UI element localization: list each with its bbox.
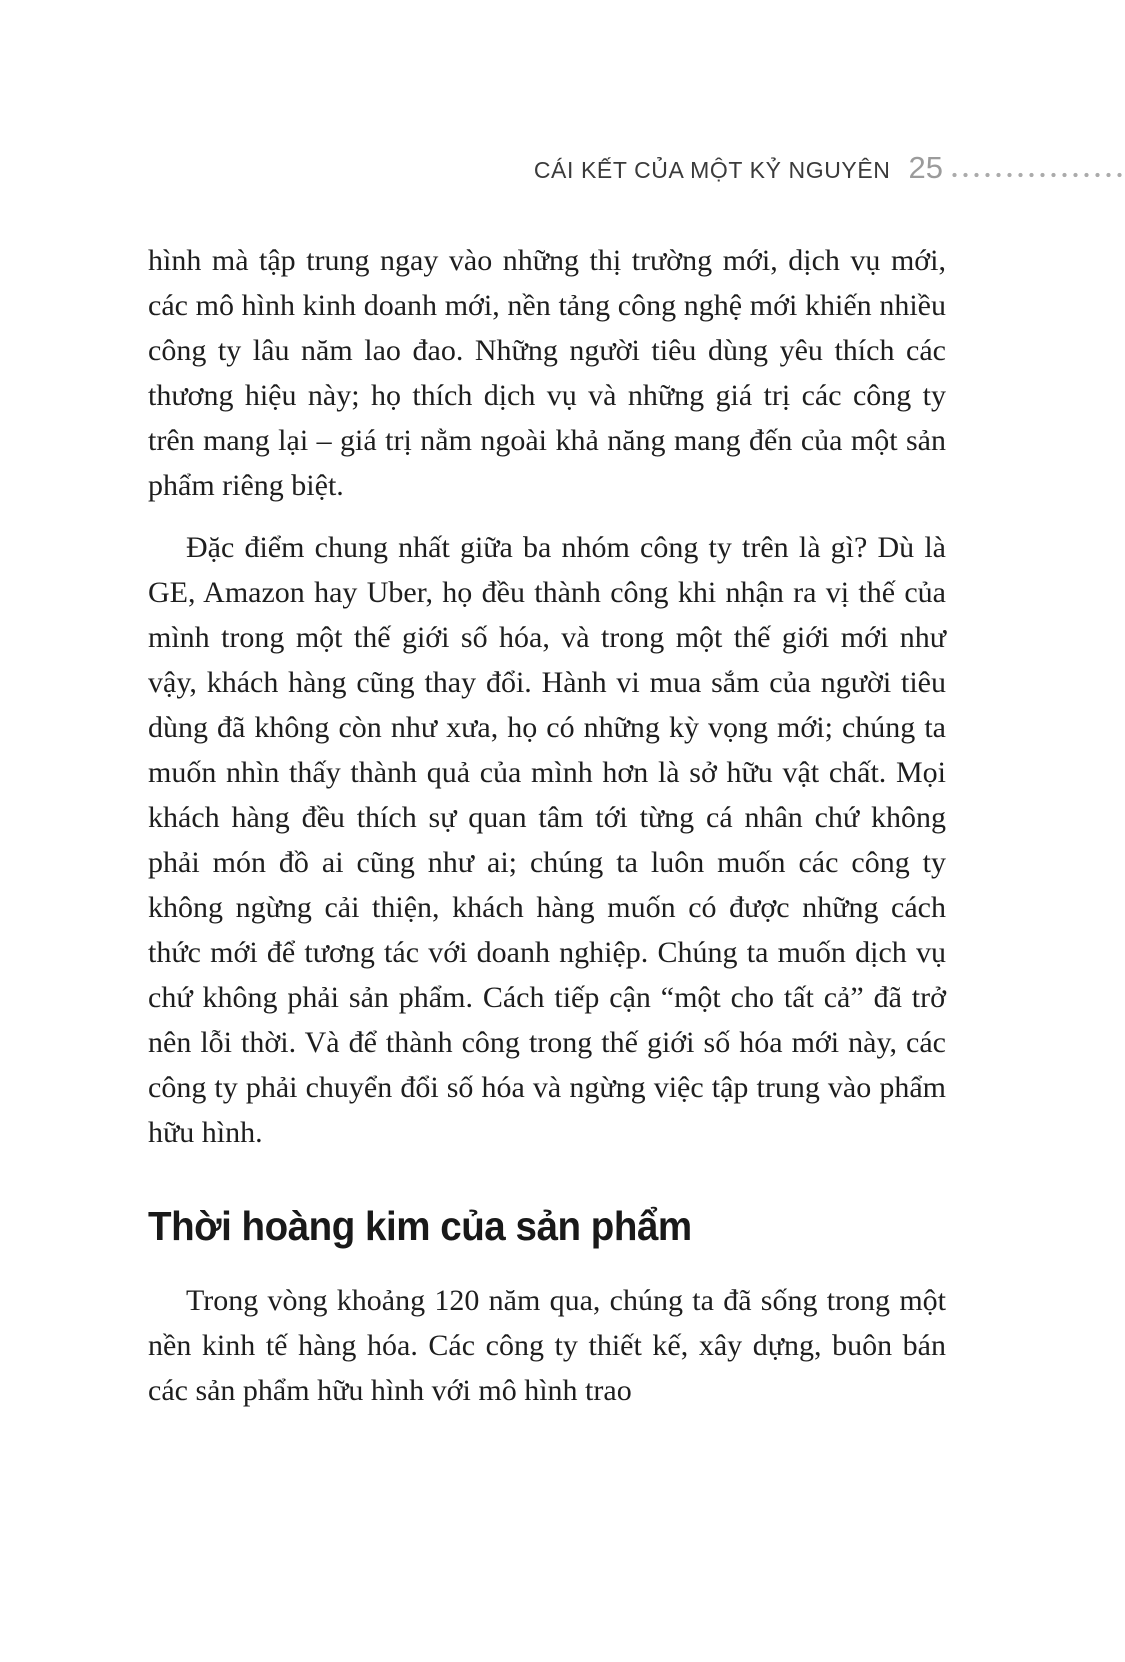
section-heading: Thời hoàng kim của sản phẩm xyxy=(148,1203,692,1249)
paragraph: Trong vòng khoảng 120 năm qua, chúng ta đã sống trong một nền kinh tế hàng hóa. Các công ty thiết kế, xây dựng, buôn bán các sản phẩm hữu hình với mô hình trao xyxy=(148,1284,946,1407)
page-header xyxy=(0,150,1125,186)
page-number: 25 xyxy=(908,150,943,185)
paragraph: Đặc điểm chung nhất giữa ba nhóm công ty trên là gì? Dù là GE, Amazon hay Uber, họ đều thành công khi nhận ra vị thế của mình trong một thế giới số hóa, và trong một thế giới mới như vậy, khách hàng cũng thay đổi. Hành vi mua sắm của người tiêu dùng đã không còn như xưa, họ có những kỳ vọng mới; chúng ta muốn nhìn thấy thành quả của mình hơn là sở hữu vật chất. Mọi khách hàng đều thích sự quan tâm tới từng cá nhân chứ không phải món đồ ai cũng như ai; chúng ta luôn muốn các công ty không ngừng cải thiện, khách hàng muốn có được những cách thức mới để tương tác với doanh nghiệp. Chúng ta muốn dịch vụ chứ không phải sản phẩm. Cách tiếp cận “một cho tất cả” đã trở nên lỗi thời. Và để thành công trong thế giới số hóa mới này, các công ty phải chuyển đổi số hóa và ngừng việc tập trung vào phẩm hữu hình. xyxy=(148,531,946,1149)
dotted-line-decoration xyxy=(949,172,1125,178)
running-title: CÁI KẾT CỦA MỘT KỶ NGUYÊN xyxy=(533,157,891,183)
page-body xyxy=(148,238,946,1413)
paragraph-continuation: hình mà tập trung ngay vào những thị trường mới, dịch vụ mới, các mô hình kinh doanh mới, nền tảng công nghệ mới khiến nhiều công ty lâu năm lao đao. Những người tiêu dùng yêu thích các thương hiệu này; họ thích dịch vụ và những giá trị các công ty trên mang lại – giá trị nằm ngoài khả năng mang đến của một sản phẩm riêng biệt. xyxy=(148,244,946,502)
